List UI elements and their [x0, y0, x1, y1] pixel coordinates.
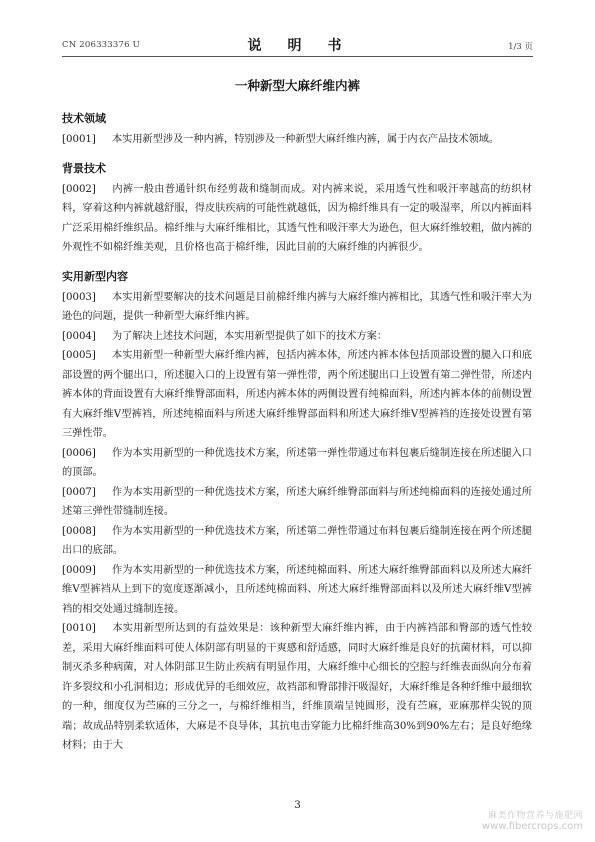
paragraph-text: 本实用新型涉及一种内裤，特别涉及一种新型大麻纤维内裤，属于内衣产品技术领域。 — [112, 134, 500, 145]
watermark-url: www.fibercrops.com — [481, 821, 583, 832]
document-title: 一种新型大麻纤维内裤 — [234, 78, 360, 93]
paragraph-number: [0005] — [62, 350, 96, 361]
paragraph — [62, 522, 532, 561]
paragraph — [62, 288, 532, 327]
paragraph-text: 作为本实用新型的一种优选技术方案，所述第一弹性带通过布料包裹后缝制连接在所述腿入口的顶部。 — [62, 447, 532, 478]
watermark-site-name: 麻类作物营养与施肥网 — [487, 811, 583, 821]
paragraph — [62, 180, 532, 258]
paragraph-text: 为了解决上述技术问题，本实用新型提供了如下的技术方案： — [112, 330, 388, 342]
document-type: 说 明 书 — [247, 38, 348, 54]
paragraph-text: 本实用新型所达到的有益效果是：该种新型大麻纤维内裤，由于内裤裆部和臀部的透气性较差，采用大麻纤维面料可使人体阴部有明显的干爽感和舒适感，同时大麻纤维是良好的抗菌材料，可以抑制灭杀多种病菌，对人体阴部卫生防止疾病有明显作用，大麻纤维中心细长的空腔与纤维表面纵向分布着许多裂纹和小孔洞相边；形成优异的毛细效应，故裆部和臀部排汗吸湿好，大麻纤维是各种纤维中最细软的一种，细度仅为苎麻的三分之一，与棉纤维相当，纤维顶端呈钝圆形，没有苎麻，亚麻那样尖锐的顶端；故成品特别柔软适体，大麻是不良导体，其抗电击穿能力比棉纤维高30%到90%左右；是良好绝缘材料；由于大 — [62, 623, 532, 751]
paragraph — [62, 561, 532, 620]
paragraph — [62, 619, 532, 756]
paragraph — [62, 130, 532, 150]
section-heading: 实用新型内容 — [62, 269, 128, 283]
paragraph — [62, 483, 532, 522]
page-indicator: 1/3 页 — [508, 42, 533, 52]
paragraph — [62, 444, 532, 483]
paragraph-text: 本实用新型一种新型大麻纤维内裤，包括内裤本体，所述内裤本体包括顶部设置的腿入口和底部设置的两个腿出口，所述腿入口的上设置有第一弹性带，两个所述腿出口上设置有第二弹性带，所述内裤本体的背面设置有大麻纤维臀部面料，所述内裤本体的两侧设置有纯棉面料，所述内裤本体的前侧设置有大麻纤维V型裤裆，所述纯棉面料与所述大麻纤维臀部面料和所述大麻纤维V型裤裆的连接处设置有第三弹性带。 — [62, 350, 532, 439]
paragraph-number: [0010] — [62, 623, 96, 634]
section — [62, 268, 532, 756]
paragraph-number: [0003] — [62, 291, 96, 303]
paragraph-text: 作为本实用新型的一种优选技术方案，所述第二弹性带通过布料包裹后缝制连接在两个所述腿出口的底部。 — [62, 525, 532, 556]
paragraph-number: [0002] — [62, 183, 96, 195]
paragraph-text: 本实用新型要解决的技术问题是目前棉纤维内裤与大麻纤维内裤相比，其透气性和吸汗率大为逊色的问题，提供一种新型大麻纤维内裤。 — [62, 291, 532, 322]
paragraph-number: [0008] — [62, 525, 96, 537]
section — [62, 160, 532, 258]
page-header — [62, 34, 533, 54]
page-number: 3 — [294, 800, 301, 811]
paragraph-number: [0006] — [62, 447, 96, 459]
paragraph-number: [0009] — [62, 564, 96, 576]
section-heading: 背景技术 — [62, 161, 106, 175]
header-divider — [62, 56, 533, 57]
paragraph-number: [0001] — [62, 134, 96, 145]
section — [62, 110, 532, 150]
paragraph-number: [0007] — [62, 486, 96, 498]
paragraph-number: [0004] — [62, 330, 96, 342]
site-watermark — [482, 808, 583, 832]
section-heading: 技术领域 — [62, 112, 106, 125]
paragraph — [62, 327, 532, 347]
paragraph-text: 作为本实用新型的一种优选技术方案，所述纯棉面料、所述大麻纤维臀部面料以及所述大麻纤维V型裤裆从上到下的宽度逐渐减小，且所述纯棉面料、所述大麻纤维臀部面料以及所述大麻纤维V型裤裆的相交处通过缝制连接。 — [62, 564, 532, 615]
paragraph-text: 内裤一般由普通针织布经剪裁和缝制而成。对内裤来说，采用透气性和吸汗率越高的纺织材料，穿着这种内裤就越舒服，得皮肤疾病的可能性就越低，因为棉纤维具有一定的吸湿率，所以内裤面料广泛采用棉纤维织品。棉纤维与大麻纤维相比，其透气性和吸汗率大为逊色，但大麻纤维较粗，做内裤的外观性不如棉纤维美观，且价格也高于棉纤维，因此目前的大麻纤维的内裤很少。 — [62, 183, 532, 253]
paragraph-text: 作为本实用新型的一种优选技术方案，所述大麻纤维臀部面料与所述纯棉面料的连接处通过所述第三弹性带缝制连接。 — [62, 486, 532, 517]
paragraph — [62, 346, 532, 444]
patent-number: CN 206333376 U — [62, 40, 140, 50]
document-body — [62, 110, 532, 766]
